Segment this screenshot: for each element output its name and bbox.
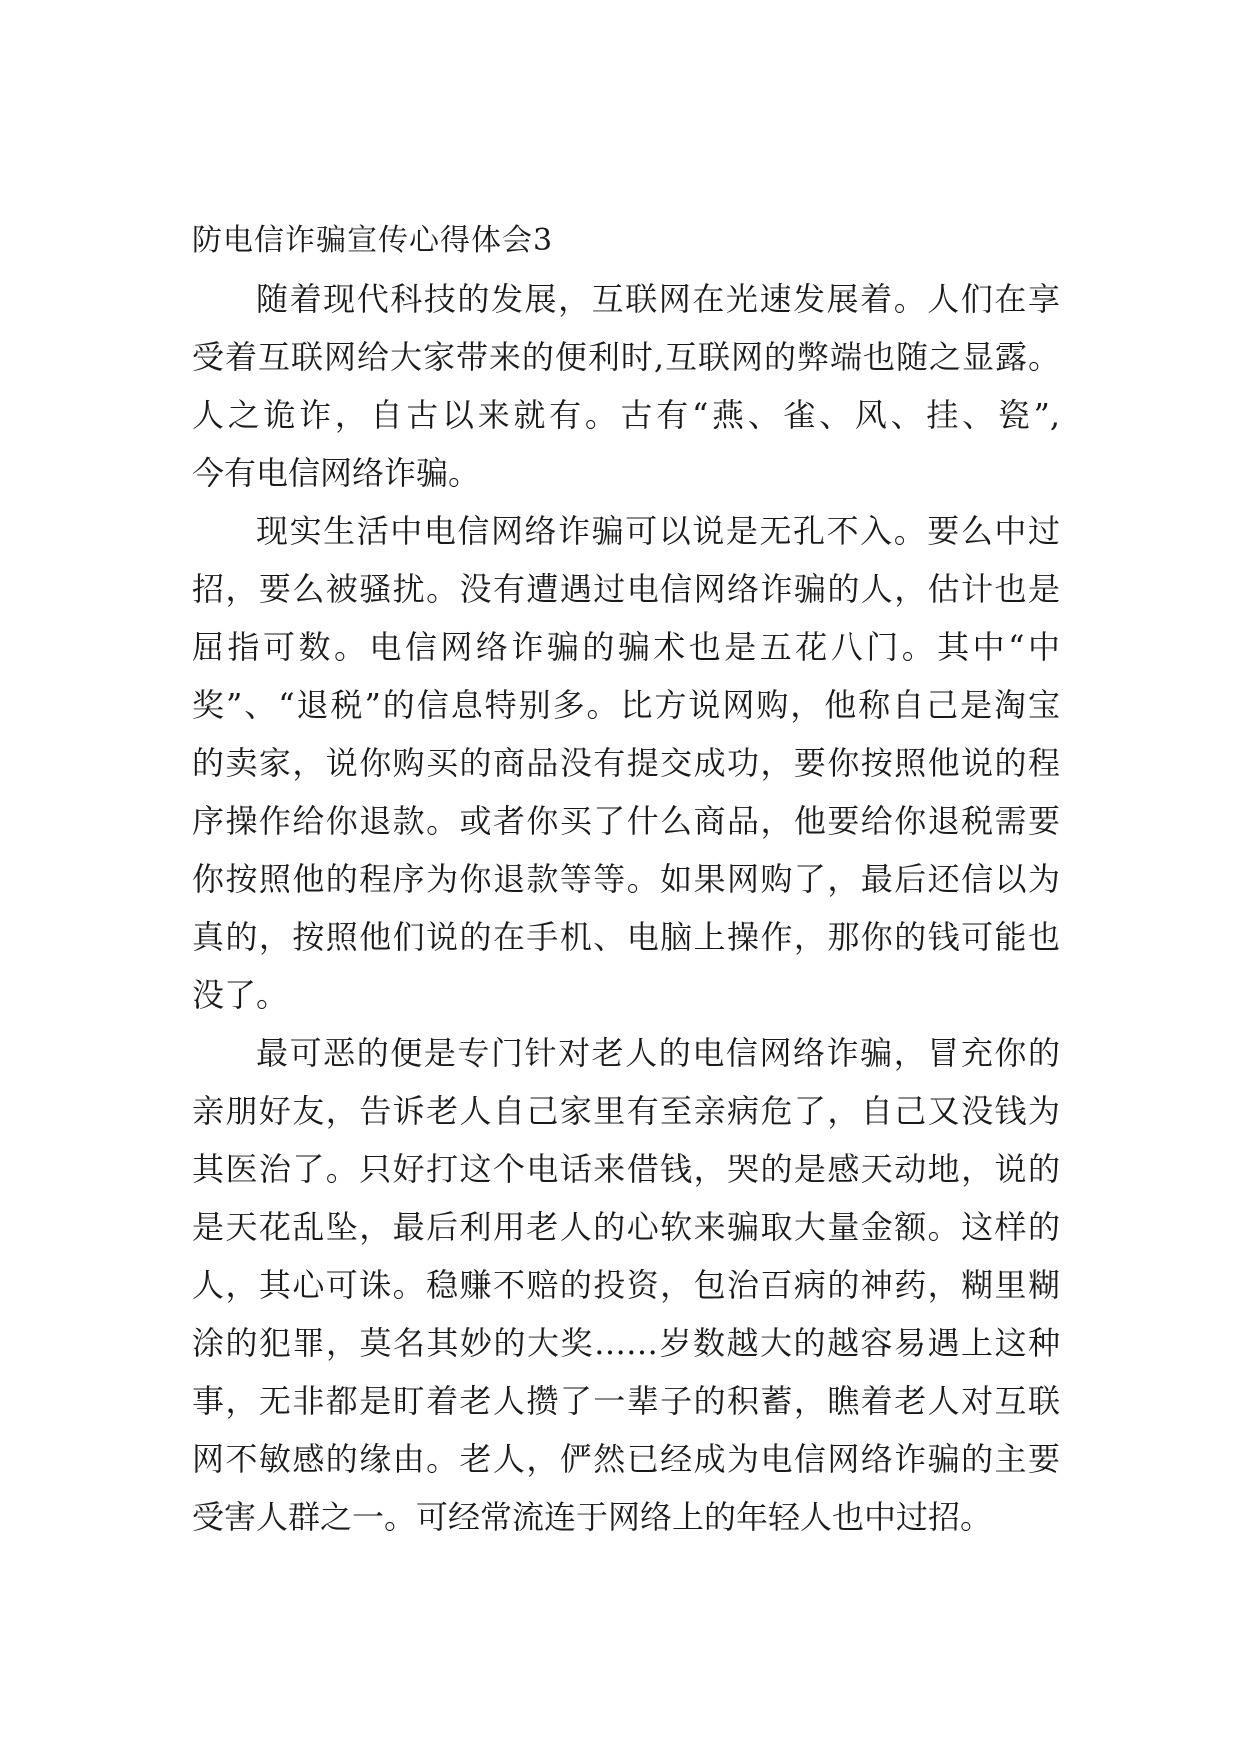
paragraph-3 [192, 1024, 1060, 1546]
paragraph-2 [192, 502, 1060, 1024]
paragraph-1 [192, 270, 1060, 502]
text-line: 随着现代科技的发展，互联网在光速发展着。人们在享 [256, 280, 1060, 318]
text-line: 现实生活中电信网络诈骗可以说是无孔不入。要么中过 [256, 512, 1060, 550]
text-line: 人，其心可诛。稳赚不赔的投资，包治百病的神药，糊里糊 [192, 1266, 1060, 1304]
text-line: 受着互联网给大家带来的便利时,互联网的弊端也随之显露。 [192, 338, 1060, 376]
text-line: 今有电信网络诈骗。 [192, 454, 481, 492]
text-line: 屈指可数。电信网络诈骗的骗术也是五花八门。其中“中 [192, 628, 1060, 666]
text-line: 序操作给你退款。或者你买了什么商品，他要给你退税需要 [192, 802, 1060, 840]
text-line: 招，要么被骚扰。没有遭遇过电信网络诈骗的人，估计也是 [192, 570, 1060, 608]
text-line: 最可恶的便是专门针对老人的电信网络诈骗，冒充你的 [256, 1034, 1060, 1072]
text-line: 亲朋好友，告诉老人自己家里有至亲病危了，自己又没钱为 [192, 1092, 1060, 1130]
text-line: 人之诡诈，自古以来就有。古有“燕、雀、风、挂、瓷”, [192, 396, 1060, 434]
text-line: 没了。 [192, 976, 289, 1014]
text-line: 是天花乱坠，最后利用老人的心软来骗取大量金额。这样的 [192, 1208, 1060, 1246]
text-line: 其医治了。只好打这个电话来借钱，哭的是感天动地，说的 [192, 1150, 1060, 1188]
document-body [192, 212, 1060, 1546]
text-line: 奖”、“退税”的信息特别多。比方说网购，他称自己是淘宝 [192, 686, 1060, 724]
text-line: 网不敏感的缘由。老人，俨然已经成为电信网络诈骗的主要 [192, 1440, 1060, 1478]
text-line: 的卖家，说你购买的商品没有提交成功，要你按照他说的程 [192, 744, 1060, 782]
text-line: 涂的犯罪，莫名其妙的大奖……岁数越大的越容易遇上这种 [192, 1324, 1060, 1362]
text-line: 事，无非都是盯着老人攒了一辈子的积蓄，瞧着老人对互联 [192, 1382, 1060, 1420]
document-title: 防电信诈骗宣传心得体会3 [192, 223, 554, 258]
text-line: 你按照他的程序为你退款等等。如果网购了，最后还信以为 [192, 860, 1060, 898]
text-line: 真的，按照他们说的在手机、电脑上操作，那你的钱可能也 [192, 918, 1060, 956]
text-line: 受害人群之一。可经常流连于网络上的年轻人也中过招。 [192, 1498, 993, 1536]
